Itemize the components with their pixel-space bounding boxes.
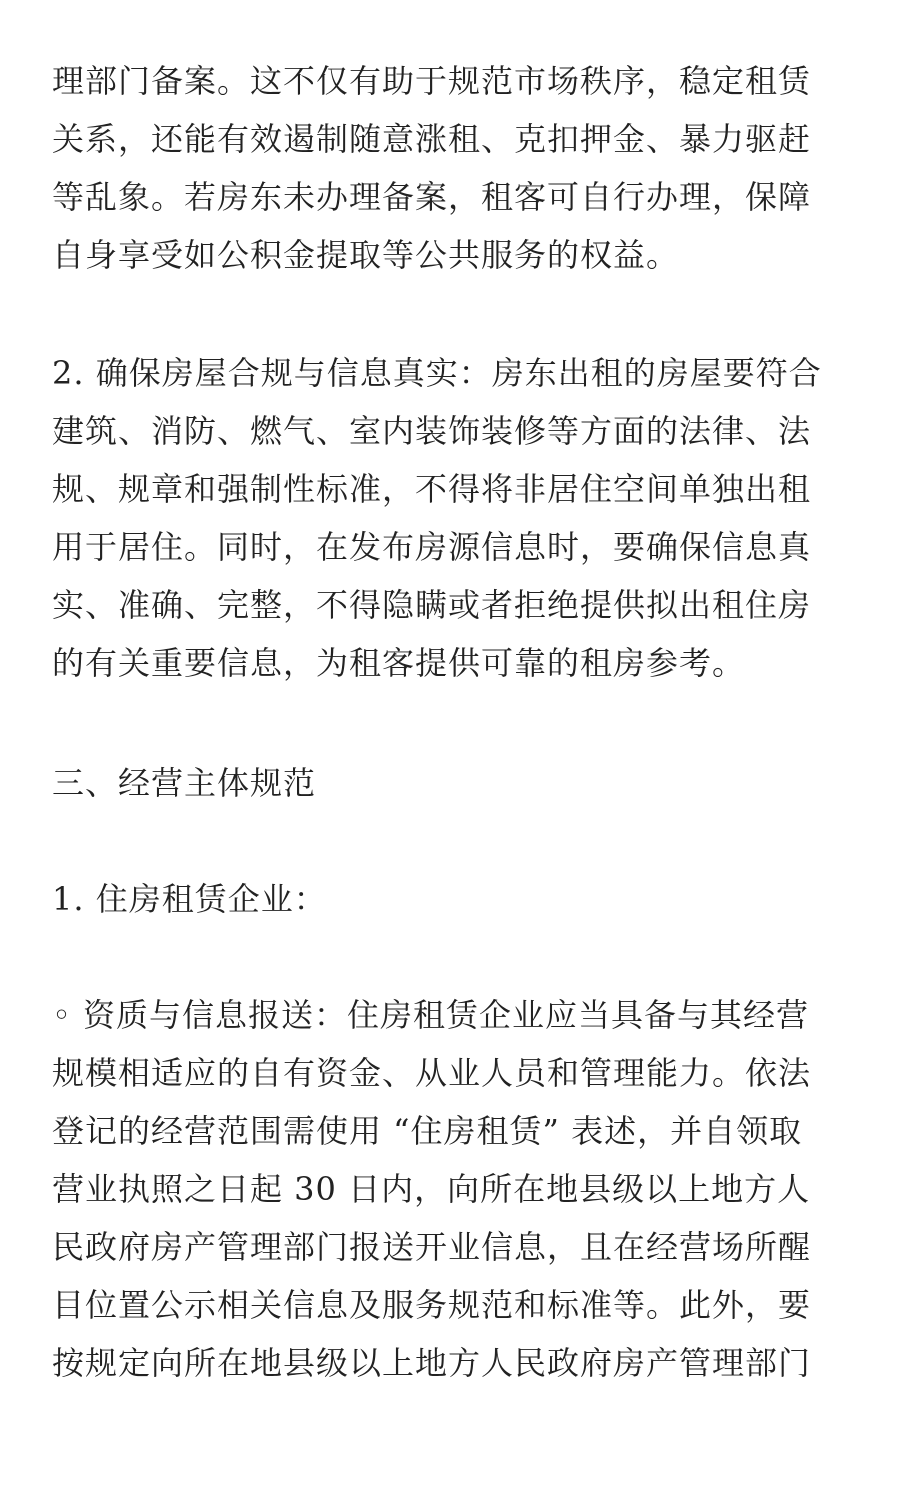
paragraph-spacer	[52, 928, 862, 986]
text-line: 规模相适应的自有资金、从业人员和管理能力。依法	[52, 1054, 812, 1092]
text-line: 目位置公示相关信息及服务规范和标准等。此外，要	[52, 1286, 812, 1324]
bullet-qualification-reporting	[52, 986, 862, 1392]
subheading-rental-enterprises	[52, 870, 862, 928]
subsection-heading: 1. 住房租赁企业：	[52, 880, 327, 918]
text-line: ◦ 资质与信息报送：住房租赁企业应当具备与其经营	[52, 996, 810, 1034]
text-line: 按规定向所在地县级以上地方人民政府房产管理部门	[52, 1344, 812, 1382]
text-line: 营业执照之日起 30 日内，向所在地县级以上地方人	[52, 1170, 811, 1208]
text-line: 规、规章和强制性标准，不得将非居住空间单独出租	[52, 470, 812, 508]
paragraph-house-compliance	[52, 344, 862, 692]
text-line: 2. 确保房屋合规与信息真实：房东出租的房屋要符合	[52, 354, 822, 392]
text-line: 登记的经营范围需使用 “住房租赁” 表述，并自领取	[52, 1112, 803, 1150]
text-line: 用于居住。同时，在发布房源信息时，要确保信息真	[52, 528, 812, 566]
paragraph-spacer	[52, 692, 862, 754]
section-heading-business-entities	[52, 754, 862, 812]
paragraph-spacer	[52, 812, 862, 870]
paragraph-spacer	[52, 284, 862, 344]
text-line: 民政府房产管理部门报送开业信息，且在经营场所醒	[52, 1228, 812, 1266]
text-line: 实、准确、完整，不得隐瞒或者拒绝提供拟出租住房	[52, 586, 812, 624]
text-line: 理部门备案。这不仅有助于规范市场秩序，稳定租赁	[52, 62, 812, 100]
article-body	[52, 52, 862, 1392]
text-line: 自身享受如公积金提取等公共服务的权益。	[52, 236, 680, 274]
text-line: 的有关重要信息，为租客提供可靠的租房参考。	[52, 644, 746, 682]
paragraph-registration-benefits	[52, 52, 862, 284]
text-line: 建筑、消防、燃气、室内装饰装修等方面的法律、法	[52, 412, 812, 450]
text-line: 等乱象。若房东未办理备案，租客可自行办理，保障	[52, 178, 812, 216]
text-line: 关系，还能有效遏制随意涨租、克扣押金、暴力驱赶	[52, 120, 812, 158]
section-heading: 三、经营主体规范	[52, 764, 317, 802]
